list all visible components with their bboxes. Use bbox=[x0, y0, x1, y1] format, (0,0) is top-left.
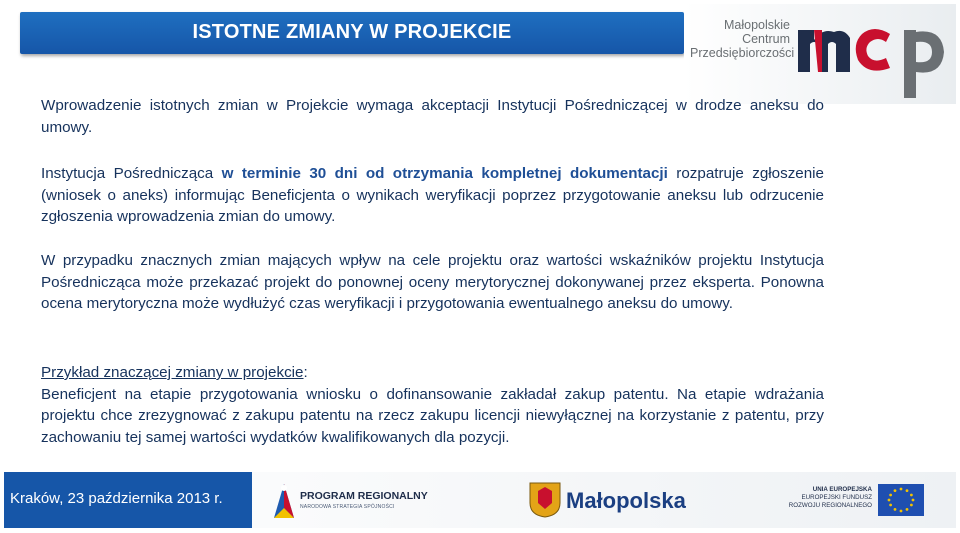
slide-title-bar bbox=[20, 12, 684, 54]
mcp-logo-icon bbox=[792, 10, 952, 102]
malopolska-crest-icon bbox=[528, 481, 562, 519]
slide-title: ISTOTNE ZMIANY W PROJEKCIE bbox=[192, 21, 512, 43]
eu-logo bbox=[780, 480, 952, 522]
example-body: Beneficjent na etapie przygotowania wniosku o dofinansowanie zakładał zakup patentu. Na etapie wdrażania projektu chce zrezygnować z zakupu patentu na rzecz zakupu licencji niewyłącznej na korzystanie z patentu, przy zachowaniu tej samej wartości wydatków kwalifikowanych dla pozycji. bbox=[41, 385, 824, 446]
program-regionalny-logo: PROGRAM REGIONALNY NARODOWA STRATEGIA SPÓJNOŚCI bbox=[270, 478, 430, 522]
footer bbox=[4, 472, 956, 528]
paragraph-4: Przykład znaczącej zmiany w projekcie: Beneficjent na etapie przygotowania wniosku o dofinansowanie zakładał zakup patentu. Na etapie wdrażania projektu chce zrezygnować z zakupu patentu na rzecz zakupu licencji niewyłącznej na korzystanie z patentu, przy zachowaniu tej samej wartości wydatków kwalifikowanych dla pozycji. bbox=[41, 364, 824, 446]
program-regionalny-icon bbox=[270, 478, 298, 522]
mcp-logo-text: Małopolskie Centrum Przedsiębiorczości bbox=[690, 18, 795, 60]
paragraph-2: Instytucja Pośrednicząca w terminie 30 dni od otrzymania kompletnej dokumentacji rozpatruje zgłoszenie (wniosek o aneks) informując Beneficjenta o wynikach weryfikacji poprzez przygotowanie aneksu lub odrzucenie zgłoszenia wprowadzenia zmian do umowy. bbox=[41, 165, 824, 225]
example-label: Przykład znaczącej zmiany w projekcie bbox=[41, 364, 304, 381]
footer-date: Kraków, 23 października 2013 r. bbox=[10, 490, 223, 507]
malopolska-logo: Małopolska bbox=[524, 478, 704, 522]
deadline-highlight: w terminie 30 dni od otrzymania kompletnej dokumentacji bbox=[221, 165, 668, 182]
paragraph-1: Wprowadzenie istotnych zmian w Projekcie wymaga akceptacji Instytucji Pośredniczącej w drodze aneksu do umowy. bbox=[41, 97, 824, 136]
eu-flag-icon bbox=[878, 484, 924, 516]
paragraph-3: W przypadku znacznych zmian mających wpływ na cele projektu oraz wartości wskaźników projektu Instytucja Pośrednicząca może przekazać projekt do ponownej oceny merytorycznej dokonywanej przez eksperta. Ponowna ocena merytoryczna może wydłużyć czas weryfikacji i przygotowania ewentualnego aneksu do umowy. bbox=[41, 252, 824, 312]
footer-date-bar bbox=[4, 472, 252, 528]
eu-text: UNIA EUROPEJSKA EUROPEJSKI FUNDUSZ ROZWOJU REGIONALNEGO bbox=[788, 486, 872, 509]
mcp-logo bbox=[684, 4, 956, 104]
